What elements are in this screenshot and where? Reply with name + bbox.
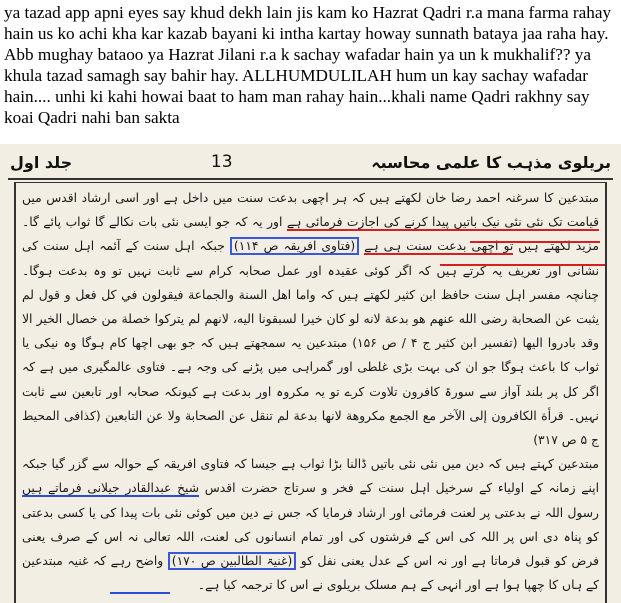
p1-reference-2: (تفسیر ابن کثیر ج ۴ / ص ۱۵۶) bbox=[352, 336, 518, 351]
p1-mid: اور یہ کہ جو ایسی نئی بات نکالے گا ثواب پائے گا۔ مزید لکھتے ہیں bbox=[22, 215, 599, 254]
page-body bbox=[22, 186, 599, 597]
book-title: بریلوی مذہب کا علمی محاسبہ bbox=[371, 152, 611, 172]
p2-underlined-name: شیخ عبدالقادر جیلانی فرماتے ہیں bbox=[22, 481, 200, 496]
p2-lead: مبتدعین کہتے ہیں کہ دین میں نئی نئی باتیں ڈالنا بڑا ثواب ہے جیسا کہ فتاوی افریقہ کے حوالہ سے گزر گیا جبکہ اپنے زمانہ کے اولیاء کے سرخیل اہل سنت کے فخر و سرتاج حضرت اقدس bbox=[22, 457, 599, 496]
scanned-book-page bbox=[0, 144, 621, 603]
p1-reference-box: (فتاوی افریقہ ص ۱۱۴) bbox=[230, 237, 359, 255]
p1-underlined-claim-2: تو اچھی بدعت سنت ہی ہے bbox=[364, 239, 514, 254]
p1-arabic-quote: واما اهل السنة والجماعة فيقولون في كل فعل و قول لم يثبت عن الصحابة رضى الله عنهم هو بدعة لانه لو كان خيرا لسبقونا اليه، لانهم لم يتركوا خصلة من خصال الخير الا وقد بادروا اليها bbox=[22, 287, 599, 351]
page-header bbox=[10, 148, 611, 176]
p1-reference-3: (کذافی المحیط ج ۵ ص ۳۱۷) bbox=[22, 408, 599, 448]
intro-text: ya tazad app apni eyes say khud dekh lain jis kam ko Hazrat Qadri r.a mana farma rahay hain us ko achi kha kar kazab bayani ki intha kartay howay sunnath bataya jaa raha hay. Abb mughay bataoo ya Hazrat Jilani r.a k sachay wafadar hain ya un k mukhalif?? ya khula tazad samagh say bahir hay. ALLHUMDULILAH hum un kay sachay wafadar hain.... unhi ki kahi howai baat to ham man rahay hain...khali name Qadri rakhny say koai Qadri nahi ban sakta bbox=[4, 3, 612, 127]
blue-side-mark bbox=[110, 592, 170, 594]
p1-arabic-quote-2: قرأة الكافرون إلى الآخر مع الجمع مكروهة لانها بدعة لم تنقل عن الصحابة ولا عن التابعين bbox=[105, 408, 564, 423]
volume-label: جلد اول bbox=[10, 152, 73, 172]
paragraph-2 bbox=[22, 452, 599, 597]
p1-underlined-claim: قیامت تک نئی نئی نیک باتیں پیدا کرنے کی اجازت فرمائی ہے bbox=[286, 215, 599, 230]
red-side-mark-2 bbox=[440, 264, 605, 266]
p2-tail: واضح رہے کہ غنیہ مبتدعین کے ہاں کا چھپا ہوا ہے اور انہی کے ہم مسلک بریلوی نے اس کا ترجمہ کیا ہے۔ bbox=[22, 554, 599, 593]
header-rule bbox=[8, 178, 613, 180]
p1-tail: جبکہ اہل سنت کے آئمہ اہل سنت کی نشانی اور تعریف یہ کرتے ہیں کہ اگر کوئی عقیدہ اور عمل صحابہ کرام سے ثابت نہیں تو وہ بدعت ہوگا۔ چنانچہ مفسر اہل سنت حافظ ابن کثیر لکھتے ہیں کہ bbox=[22, 239, 600, 302]
paragraph-1 bbox=[22, 186, 599, 452]
red-side-mark bbox=[470, 241, 600, 243]
p1-tail-2: مبتدعین یہ سمجھتے ہیں کہ جو بھی اچھا کام ہوگا وہ نیکی یا ثواب کا باعث ہوگا جو ان کی بہت بڑی غلطی اور گمراہی میں پڑنے کی وجہ ہے۔ فتاوی عالمگیری میں ہے کہ اگر کل پر بلند آواز سے سورۃ کافرون تلاوت کرے تو یہ مکروہ اور بدعت ہے کیونکہ صحابہ اور تابعین سے ثابت نہیں۔ bbox=[22, 336, 599, 423]
p2-reference-box: (غنیۃ الطالبین ص ۱۷۰) bbox=[168, 552, 297, 570]
p2-mid: رسول اللہ نے بدعتی پر لعنت فرمائی اور ارشاد فرمایا کہ جس نے دین میں کوئی نئی بات پیدا کی یا کسی بدعتی کو پناہ دی اس پر اللہ کی اس کے فرشتوں کی اور تمام انسانوں کی لعنت، اللہ تعالی نہ اس کے صرف یعنی فرض کو قبول فرماتا ہے اور نہ اس کے عدل یعنی نفل کو bbox=[22, 505, 599, 569]
page-number: 13 bbox=[210, 152, 233, 172]
p1-lead: مبتدعین کا سرغنہ احمد رضا خان لکھتے ہیں کہ ہر اچھی بدعت سنت میں داخل ہے اور اسی ارشاد اقدس میں bbox=[22, 191, 599, 205]
